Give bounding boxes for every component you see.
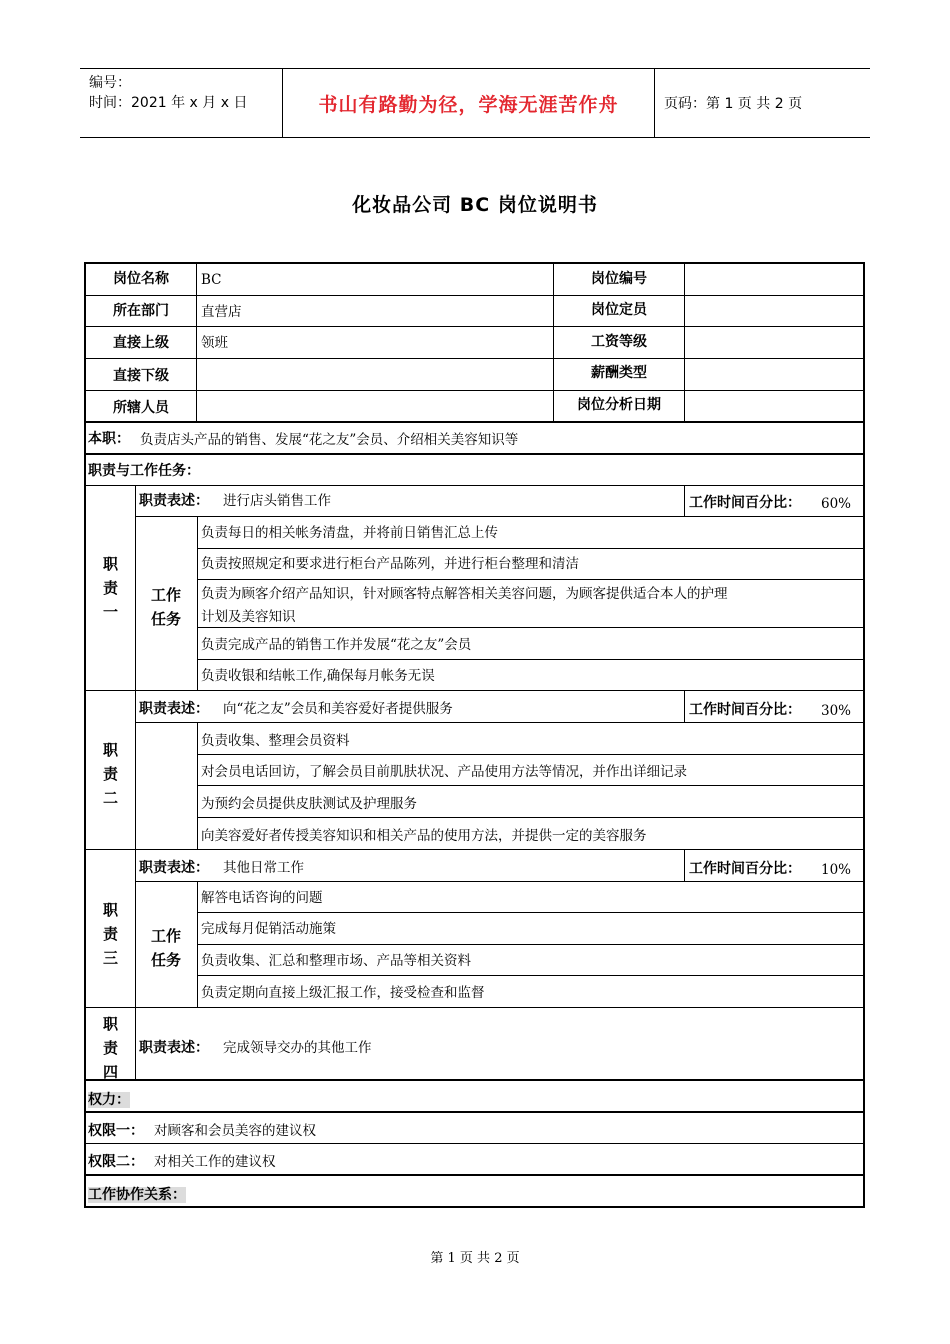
power-label-text: 权力：: [88, 1092, 130, 1108]
power-label: [88, 1092, 130, 1108]
limit2-label: 权限二：: [88, 1154, 144, 1170]
resp2-task-1: 负责收集、整理会员资料: [201, 733, 350, 749]
duty-label: 本职：: [88, 431, 130, 447]
department-label: 所在部门: [113, 303, 169, 319]
responsibilities-label: 职责与工作任务：: [88, 463, 200, 479]
resp3-task-4: 负责定期向直接上级汇报工作，接受检查和监督: [201, 985, 485, 1001]
resp1-tasks-label: 工作 任务: [150, 586, 181, 628]
resp3-desc: 其他日常工作: [223, 860, 304, 876]
resp3-title: 职 责 三: [102, 901, 118, 967]
resp3-desc-label: 职责表述：: [139, 860, 209, 876]
resp2-desc: 向“花之友”会员和美容爱好者提供服务: [223, 701, 453, 717]
position-name-value: BC: [201, 272, 222, 288]
resp2-task-4: 向美容爱好者传授美容知识和相关产品的使用方法，并提供一定的美容服务: [201, 828, 647, 844]
resp1-desc-label: 职责表述：: [139, 493, 209, 509]
header-motto-cell: [283, 69, 655, 137]
resp1-desc: 进行店头销售工作: [223, 493, 331, 509]
resp1-task-5: 负责收银和结帐工作,确保每月帐务无误: [201, 668, 435, 684]
limit2-text: 对相关工作的建议权: [154, 1154, 276, 1170]
resp1-task-2: 负责按照规定和要求进行柜台产品陈列，并进行柜台整理和清洁: [201, 556, 579, 572]
resp1-task-3b: 计划及美容知识: [201, 609, 296, 625]
code-label: 编号：: [89, 75, 131, 91]
position-no-label: 岗位编号: [591, 271, 647, 287]
superior-value: 领班: [201, 335, 228, 351]
subordinate-label: 直接下级: [113, 368, 169, 384]
resp2-percent-label: 工作时间百分比：: [689, 702, 801, 718]
limit1-text: 对顾客和会员美容的建议权: [154, 1123, 316, 1139]
resp3-tasks-label: 工作 任务: [150, 927, 181, 969]
resp3-percent: 10%: [821, 862, 852, 878]
resp3-task-1: 解答电话咨询的问题: [201, 890, 323, 906]
resp2-task-3: 为预约会员提供皮肤测试及护理服务: [201, 796, 417, 812]
position-name-label: 岗位名称: [113, 271, 169, 287]
collab-label: [88, 1187, 186, 1203]
header-meta: [80, 69, 283, 137]
resp3-percent-label: 工作时间百分比：: [689, 861, 801, 877]
duty-text: 负责店头产品的销售、发展“花之友”会员、介绍相关美容知识等: [140, 432, 519, 448]
header-motto: 书山有路勤为径，学海无涯苦作舟: [318, 93, 619, 116]
resp2-percent: 30%: [821, 703, 852, 719]
wage-grade-label: 工资等级: [591, 334, 647, 350]
resp3-task-3: 负责收集、汇总和整理市场、产品等相关资料: [201, 953, 471, 969]
header-page-info: 页码：第 1 页 共 2 页: [664, 96, 803, 112]
resp1-percent: 60%: [821, 496, 852, 512]
resp3-task-2: 完成每月促销活动施策: [201, 921, 336, 937]
salary-type-label: 薪酬类型: [591, 365, 647, 381]
department-value: 直营店: [201, 304, 242, 320]
resp2-task-2: 对会员电话回访，了解会员目前肌肤状况、产品使用方法等情况，并作出详细记录: [201, 764, 687, 780]
resp1-task-1: 负责每日的相关帐务清盘，并将前日销售汇总上传: [201, 525, 498, 541]
resp2-desc-label: 职责表述：: [139, 701, 209, 717]
limit1-label: 权限一：: [88, 1123, 144, 1139]
collab-label-text: 工作协作关系：: [88, 1187, 186, 1203]
resp1-task-4: 负责完成产品的销售工作并发展“花之友”会员: [201, 637, 472, 653]
page-footer: 第 1 页 共 2 页: [430, 1251, 520, 1266]
staff-label: 所辖人员: [113, 400, 169, 416]
resp1-percent-label: 工作时间百分比：: [689, 495, 801, 511]
headcount-label: 岗位定员: [591, 302, 647, 318]
analysis-date-label: 岗位分析日期: [577, 397, 661, 413]
resp1-task-3: 负责为顾客介绍产品知识，针对顾客特点解答相关美容问题，为顾客提供适合本人的护理: [201, 586, 728, 602]
job-description-form: [84, 262, 865, 1208]
resp2-title: 职 责 二: [102, 741, 118, 807]
resp4-desc: 完成领导交办的其他工作: [223, 1040, 372, 1056]
superior-label: 直接上级: [113, 335, 169, 351]
document-title: 化妆品公司 BC 岗位说明书: [352, 194, 598, 216]
page-header: [80, 68, 870, 138]
resp4-desc-label: 职责表述：: [139, 1040, 209, 1056]
resp1-title: 职 责 一: [102, 555, 118, 621]
resp4-title: 职 责 四: [102, 1015, 118, 1081]
time-label: 时间：2021 年 x 月 x 日: [89, 95, 248, 111]
